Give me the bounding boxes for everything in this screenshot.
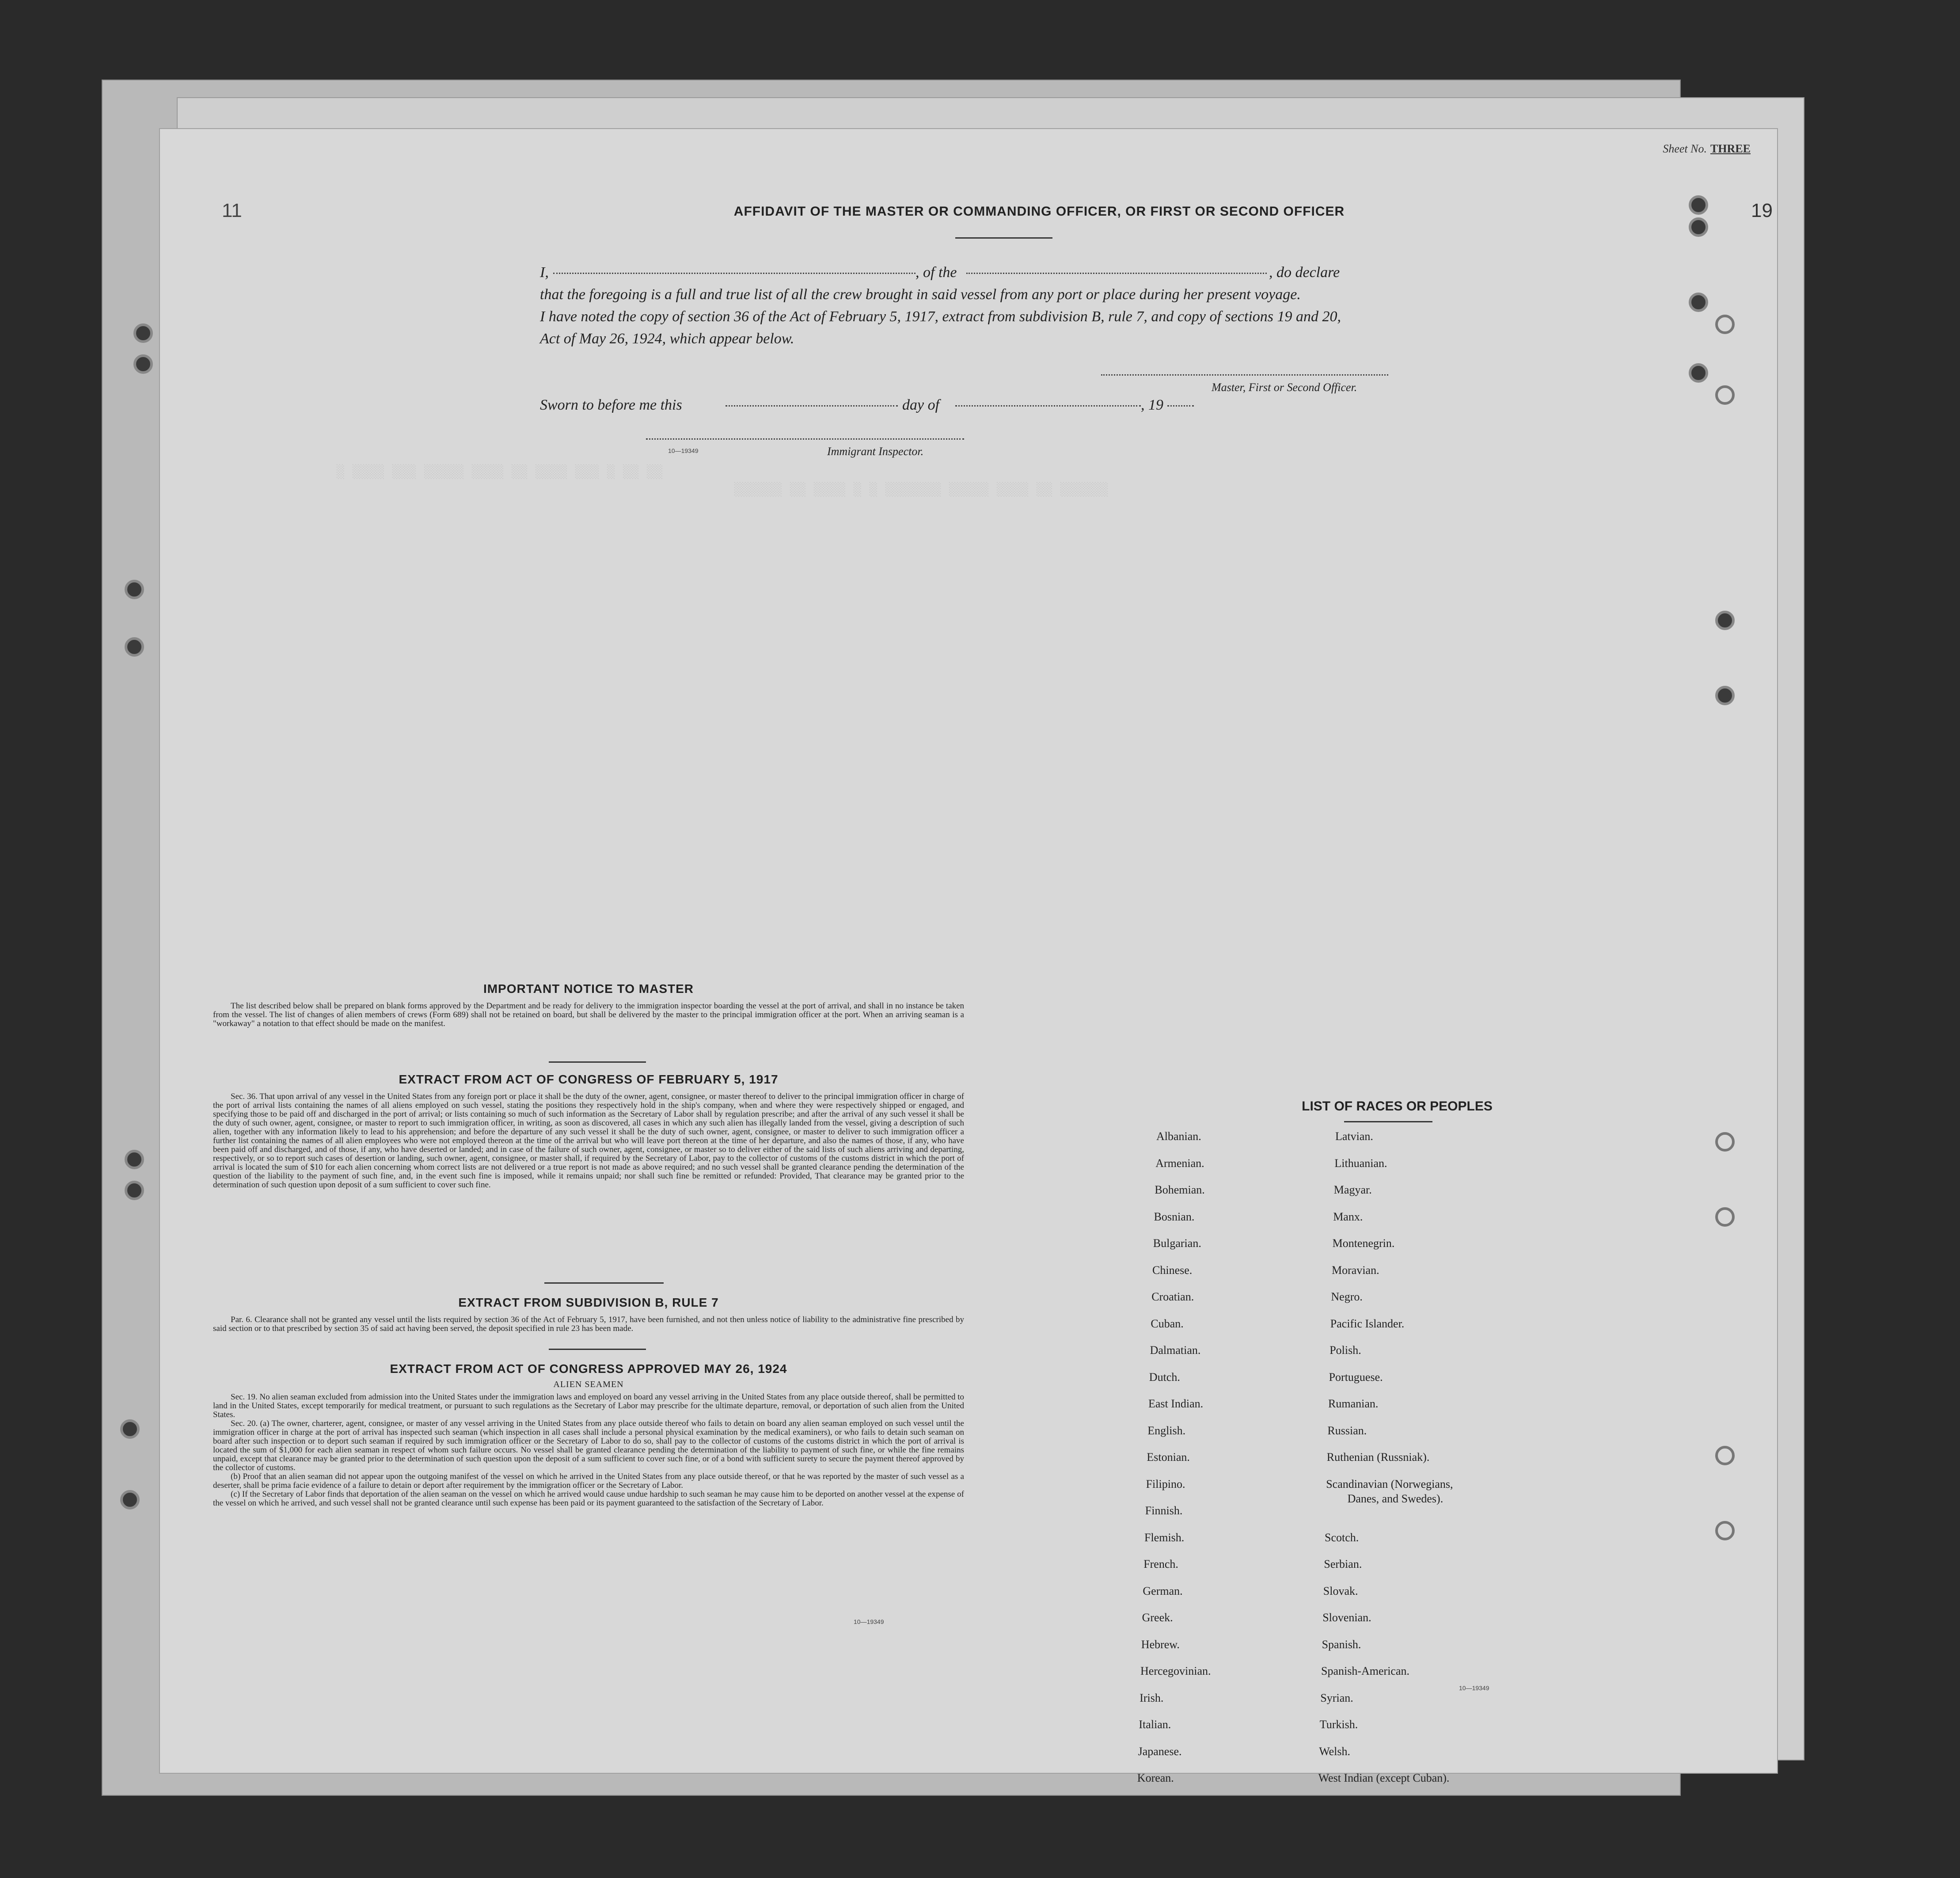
divider: [549, 1061, 646, 1063]
bleed-through: ░ ░░░░ ░░░ ░░░░░ ░░░░ ░░ ░░░░ ░░░ ░ ░░ ░░: [337, 465, 663, 480]
race-right-item: Danes, and Swedes).: [1347, 1492, 1443, 1505]
affidavit-declare: , do declare: [1269, 264, 1340, 281]
divider: [549, 1349, 646, 1350]
page-number-right: 19: [1751, 200, 1773, 221]
inspector-label: Immigrant Inspector.: [827, 445, 924, 458]
race-right-item: Pacific Islander.: [1330, 1317, 1405, 1330]
year-text: , 19: [1141, 397, 1163, 413]
punch-hole: [1715, 385, 1735, 405]
alien-seamen-subtitle: ALIEN SEAMEN: [553, 1380, 624, 1389]
punch-hole: [1715, 686, 1735, 705]
race-left-item: Filipino.: [1146, 1477, 1185, 1490]
sheet-number-label: Sheet No.: [1663, 142, 1707, 155]
notice-text: [213, 1002, 964, 1028]
page-number-left: 11: [222, 200, 242, 221]
race-left-item: Dalmatian.: [1150, 1344, 1201, 1357]
race-right-item: Spanish.: [1322, 1638, 1361, 1651]
name-field[interactable]: [553, 273, 915, 274]
race-right-item: Negro.: [1331, 1290, 1363, 1303]
race-left-item: Italian.: [1139, 1718, 1171, 1731]
race-left-item: Croatian.: [1151, 1290, 1194, 1303]
race-right-item: Magyar.: [1333, 1183, 1372, 1196]
extract-1917-paragraph: Sec. 36. That upon arrival of any vessel in the United States from any foreign port or place it shall be the duty of the owner, agent, consignee, or master thereof to deliver to the principal immigration officer in charge of the port of arrival lists containing the names of all aliens employed on such vessel, stating the positions they respectively hold in the ship's company, when and where they were respectively shipped or engaged, and specifying those to be paid off and discharged in the port of arrival; or lists containing so much of such information as the Secretary of Labor shall by regulation prescribe; and after the arrival of any such vessel it shall be the duty of such owner, agent, consignee, or master to report to such immigration officer, in writing, as soon as discovered, all cases in which any such alien has illegally landed from the vessel, giving a description of such alien, together with any information likely to lead to his apprehension; and before the departure of any such vessel it shall be the duty of such owner, agent, consignee, or master to deliver to such immigration officer a further list containing the names of all alien employees who were not employed thereon at the time of the arrival but who will leave port thereon at the time of her departure, and also the names of those, if any, who have been paid off and discharged, and of those, if any, who have deserted or landed; and in case of the failure of such owner, agent, consignee, or master so to deliver either of the said lists of such aliens arriving and departing, respectively, or so to report such cases of desertion or landing, such owner, agent, consignee, or master shall, if required by the Secretary of Labor, pay to the collector of customs of the customs district in which the port of arrival is located the sum of $10 for each alien concerning whom correct lists are not delivered or a true report is not made as above required; and no such vessel shall be granted clearance pending the determination of the question of the liability to the payment of such fine, and, in the event such fine is imposed, while it remains unpaid; nor shall such fine be remitted or refunded: Provided, That clearance may be granted prior to the determination of such question upon deposit of a sum sufficient to cover such fine.: [213, 1092, 964, 1190]
punch-hole: [1715, 1446, 1735, 1465]
race-right-item: Montenegrin.: [1332, 1237, 1395, 1250]
master-signature-field[interactable]: [1101, 374, 1388, 376]
divider: [544, 1282, 664, 1284]
vessel-field[interactable]: [966, 273, 1267, 274]
punch-hole: [1715, 1207, 1735, 1227]
extract-1924-text: [213, 1393, 964, 1508]
race-right-item: Turkish.: [1319, 1718, 1358, 1731]
race-left-item: Greek.: [1142, 1611, 1173, 1624]
sheet-number-value: THREE: [1710, 142, 1751, 155]
affidavit-line4: Act of May 26, 1924, which appear below.: [540, 331, 794, 347]
affidavit-title: AFFIDAVIT OF THE MASTER OR COMMANDING OFFICER, OR FIRST OR SECOND OFFICER: [733, 204, 1345, 219]
punch-hole: [1715, 611, 1735, 630]
race-right-item: Scandinavian (Norwegians,: [1326, 1477, 1453, 1490]
race-right-item: Lithuanian.: [1334, 1156, 1387, 1170]
race-right-item: Slovak.: [1323, 1584, 1358, 1597]
form-number: 10—19349: [854, 1618, 884, 1625]
sworn-day-field[interactable]: [726, 405, 898, 407]
notice-paragraph: The list described below shall be prepared on blank forms approved by the Department and be ready for delivery to the immigration inspector boarding the vessel at the port of arrival, and shall in no instance be taken from the vessel. The list of changes of alien members of crews (Form 689) shall not be retained on board, but shall be delivered by the master to the principal immigration officer at the port. When an arriving seaman is a "workaway" a notation to that effect should be made on the manifest.: [213, 1001, 964, 1028]
race-right-item: Slovenian.: [1322, 1611, 1371, 1624]
race-left-item: Armenian.: [1155, 1156, 1204, 1170]
race-right-item: Spanish-American.: [1321, 1665, 1410, 1677]
sworn-text: Sworn to before me this: [540, 397, 682, 413]
punch-hole: [125, 1181, 144, 1200]
extract-1917-title: EXTRACT FROM ACT OF CONGRESS OF FEBRUARY 5, 1917: [399, 1072, 779, 1086]
race-left-item: Bohemian.: [1155, 1183, 1205, 1196]
punch-hole: [1715, 1132, 1735, 1152]
race-right-item: Russian.: [1327, 1424, 1367, 1437]
extract-1917-text: [213, 1092, 964, 1190]
punch-hole: [1689, 195, 1708, 215]
extract-rule7-paragraph: Par. 6. Clearance shall not be granted any vessel until the lists required by section 36 of the Act of February 5, 1917, have been furnished, and not then unless notice of liability to the administrative fine prescribed by said section or to that prescribed by section 35 of said act having been served, the deposit specified in rule 23 has been made.: [213, 1315, 964, 1333]
race-right-item: Moravian.: [1332, 1263, 1379, 1277]
master-label: Master, First or Second Officer.: [1212, 381, 1357, 394]
punch-hole: [1689, 217, 1708, 237]
sec-20a-paragraph: Sec. 20. (a) The owner, charterer, agent, consignee, or master of any vessel arriving in the United States from any place outside thereof who fails to detain on board any alien seaman employed on such vessel until the immigration officer in charge at the port of arrival has inspected such seaman (which inspection in all cases shall include a personal physical examination by the medical examiners), or who fails to detain such seaman on board after such inspection or to deport such seaman if required by such immigration officer or the Secretary of Labor to do so, shall pay to the collector of customs of the customs district in which the port of arrival is located the sum of $1,000 for each alien seaman in respect of whom such failure occurs. No vessel shall be granted clearance pending the determination of the liability to payment of such fine, or while the fine remains unpaid, except that clearance may be granted prior to the determination of such question upon the deposit of a sum sufficient to cover such fine, or of a bond with sufficient surety to secure the payment thereof approved by the collector of customs.: [213, 1419, 964, 1472]
race-left-item: Hebrew.: [1141, 1638, 1180, 1651]
race-left-item: Hercegovinian.: [1140, 1665, 1211, 1677]
race-left-item: French.: [1143, 1558, 1178, 1570]
race-left-item: English.: [1147, 1424, 1186, 1437]
form-number: 10—19349: [668, 447, 699, 454]
extract-rule7-title: EXTRACT FROM SUBDIVISION B, RULE 7: [458, 1296, 719, 1309]
race-left-item: Albanian.: [1156, 1130, 1201, 1143]
form-number: 10—19349: [1459, 1684, 1489, 1692]
extract-1924-title: EXTRACT FROM ACT OF CONGRESS APPROVED MAY 26, 1924: [390, 1362, 787, 1376]
race-right-item: Manx.: [1333, 1210, 1363, 1223]
punch-hole: [120, 1419, 140, 1439]
race-left-item: Bulgarian.: [1153, 1237, 1201, 1250]
race-right-item: Serbian.: [1324, 1558, 1362, 1570]
race-right-item: Rumanian.: [1328, 1397, 1379, 1410]
race-left-item: Irish.: [1140, 1691, 1164, 1704]
punch-hole: [125, 1150, 144, 1169]
punch-hole: [120, 1490, 140, 1509]
divider: [1344, 1121, 1432, 1122]
inspector-signature-field[interactable]: [646, 438, 964, 440]
punch-hole: [133, 323, 153, 343]
race-left-item: Estonian.: [1147, 1451, 1190, 1464]
race-left-item: East Indian.: [1148, 1397, 1204, 1410]
sec-20c-paragraph: (c) If the Secretary of Labor finds that deportation of the alien seaman on the vessel on which he arrived would cause undue hardship to such seaman he may cause him to be deported on another vessel at the expense of the vessel on which he arrived, and such vessel shall not be granted clearance until such expense has been paid or its payment guaranteed to the satisfaction of the Secretary of Labor.: [213, 1490, 964, 1508]
document-page: [159, 128, 1778, 1784]
divider: [955, 237, 1052, 239]
race-left-item: Korean.: [1137, 1772, 1174, 1784]
bleed-through: ░░░░░░ ░░ ░░░░ ░ ░ ░░░░░░░ ░░░░░ ░░░░ ░░ ░░░░░░: [734, 483, 1109, 498]
sheet-number: [1663, 142, 1751, 156]
race-right-item: Syrian.: [1320, 1691, 1353, 1704]
punch-hole: [1715, 315, 1735, 334]
sec-19-paragraph: Sec. 19. No alien seaman excluded from admission into the United States under the immigration laws and employed on board any vessel arriving in the United States from any place outside thereof, shall be permitted to land in the United States, except temporarily for medical treatment, or pursuant to such regulations as the Secretary of Labor may prescribe for the ultimate departure, removal, or deportation of such alien from the United States.: [213, 1392, 964, 1419]
affidavit-i: I,: [540, 264, 549, 281]
race-left-item: Chinese.: [1152, 1263, 1193, 1277]
sworn-year-field[interactable]: [1167, 405, 1194, 407]
affidavit-line2: that the foregoing is a full and true list of all the crew brought in said vessel from any port or place during her present voyage.: [540, 286, 1301, 303]
notice-title: IMPORTANT NOTICE TO MASTER: [483, 982, 694, 996]
race-right-item: Ruthenian (Russniak).: [1326, 1451, 1430, 1464]
punch-hole: [125, 637, 144, 657]
race-left-item: Bosnian.: [1154, 1210, 1195, 1223]
race-left-item: German.: [1143, 1584, 1183, 1597]
punch-hole: [125, 580, 144, 599]
extract-rule7-text: [213, 1315, 964, 1333]
sworn-month-field[interactable]: [955, 405, 1141, 407]
race-left-item: Finnish.: [1145, 1504, 1183, 1517]
affidavit-of: , of the: [915, 264, 957, 281]
affidavit-line3: I have noted the copy of section 36 of the Act of February 5, 1917, extract from subdivision B, rule 7, and copy of sections 19 and 20,: [540, 308, 1341, 325]
race-right-item: West Indian (except Cuban).: [1318, 1772, 1450, 1784]
sec-20b-paragraph: (b) Proof that an alien seaman did not appear upon the outgoing manifest of the vessel on which he arrived in the United States from any place outside thereof, or that he was reported by the master of such vessel as a deserter, shall be prima facie evidence of a failure to detain or deport after requirement by the immigration officer or the Secretary of Labor.: [213, 1472, 964, 1490]
punch-hole: [133, 354, 153, 374]
race-right-item: Portuguese.: [1329, 1370, 1383, 1384]
race-left-item: Dutch.: [1149, 1370, 1180, 1384]
punch-hole: [1689, 293, 1708, 312]
race-right-item: Scotch.: [1325, 1531, 1359, 1544]
race-right-item: Latvian.: [1335, 1130, 1373, 1143]
race-right-item: Polish.: [1329, 1344, 1361, 1357]
punch-hole: [1689, 363, 1708, 383]
day-of-text: day of: [902, 397, 940, 413]
race-right-item: Welsh.: [1319, 1745, 1351, 1758]
races-title: LIST OF RACES OR PEOPLES: [1302, 1099, 1493, 1114]
punch-hole: [1715, 1521, 1735, 1540]
race-left-item: Cuban.: [1151, 1317, 1184, 1330]
race-left-item: Japanese.: [1138, 1745, 1182, 1758]
race-left-item: Flemish.: [1144, 1531, 1185, 1544]
